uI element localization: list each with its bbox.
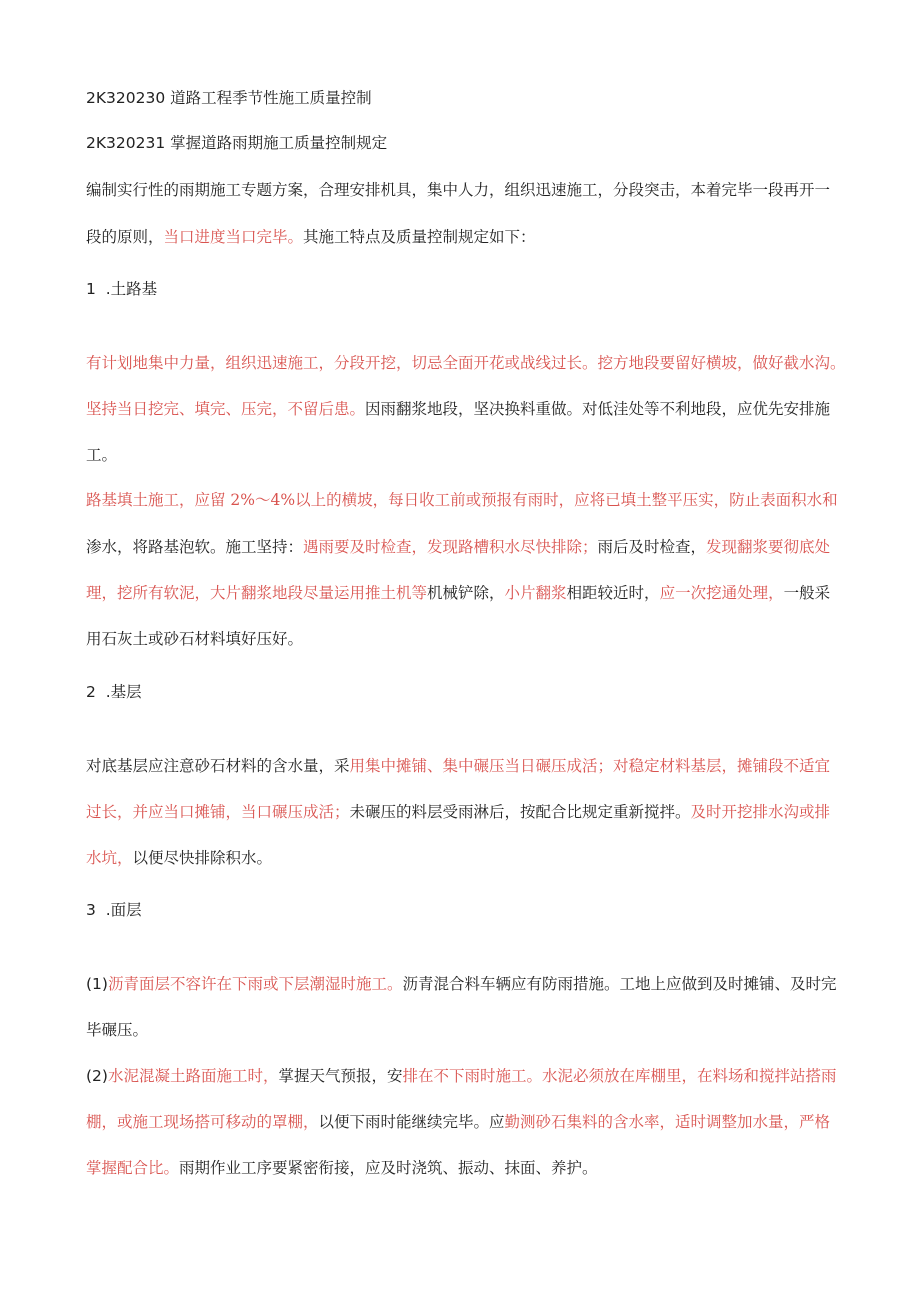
text-run: 以便尽快排除积水。 — [132, 849, 273, 867]
surface-paragraph-line — [86, 1066, 837, 1086]
subgrade-paragraph-line: 工。 — [86, 446, 118, 464]
text-run: 沥青混合料车辆应有防雨措施。工地上应做到及时摊铺、及时完 — [402, 975, 837, 993]
highlight-run: 沥青面层不容许在下雨或下层潮湿时施工。 — [107, 975, 403, 993]
text-run: 对底基层应注意砂石材料的含水量，采 — [86, 757, 350, 775]
surface-paragraph-line — [86, 1112, 830, 1132]
section-heading-base: 2 .基层 — [86, 683, 142, 701]
text-run: 因雨翻浆地段，坚决换料重做。对低洼处等不利地段，应优先安排施 — [365, 400, 831, 418]
base-paragraph-line — [86, 848, 272, 868]
highlight-run: 及时开挖排水沟或排 — [690, 803, 831, 821]
highlight-run: 小片翻浆 — [504, 584, 567, 602]
text-run: 雨后及时检查， — [597, 538, 707, 556]
highlight-run: 发现翻浆要彻底处 — [706, 538, 831, 556]
list-marker: (2) — [86, 1067, 108, 1085]
highlight-run: 用集中摊铺、集中碾压当日碾压成活；对稳定材料基层，摊铺段不适宜 — [349, 757, 831, 775]
highlight-run: 遇雨要及时检查，发现路槽积水尽快排除； — [303, 538, 598, 556]
highlight-run: 水泥混凝土路面施工时， — [107, 1067, 279, 1085]
text-run: 一般采 — [783, 584, 831, 602]
section-heading-subgrade: 1 .土路基 — [86, 280, 158, 298]
highlight-run: 当口进度当口完毕。 — [163, 228, 304, 246]
highlight-run: 勤测砂石集料的含水率，适时调整加水量，严格 — [504, 1113, 831, 1131]
subgrade-paragraph-line — [86, 537, 830, 557]
section-heading-surface: 3 .面层 — [86, 901, 142, 919]
highlight-run: 理，挖所有软泥，大片翻浆地段尽量运用推土机等 — [86, 584, 428, 602]
text-run: 渗水，将路基泡软。施工坚持： — [86, 538, 304, 556]
highlight-run: 坚持当日挖完、填完、压完，不留后患。 — [86, 400, 366, 418]
text-run: 相距较近时， — [566, 584, 660, 602]
highlight-run: 棚，或施工现场搭可移动的罩棚， — [86, 1113, 319, 1131]
list-marker: (1) — [86, 975, 108, 993]
subgrade-paragraph-line: 用石灰土或砂石材料填好压好。 — [86, 630, 304, 648]
text-run: 未碾压的料层受雨淋后，按配合比规定重新搅拌。 — [349, 803, 691, 821]
text-run: 雨期作业工序要紧密衔接，应及时浇筑、振动、抹面、养护。 — [179, 1159, 598, 1177]
text-run: 机械铲除， — [427, 584, 505, 602]
intro-paragraph-line — [86, 227, 536, 247]
surface-paragraph-line: 毕碾压。 — [86, 1021, 149, 1039]
intro-paragraph-line: 编制实行性的雨期施工专题方案，合理安排机具，集中人力，组织迅速施工，分段突击，本着完毕一段再开一 — [86, 181, 831, 199]
text-run: 以便下雨时能继续完毕。应 — [318, 1113, 505, 1131]
highlight-run: 水坑， — [86, 849, 133, 867]
text-run: 掌握天气预报，安 — [278, 1067, 403, 1085]
section-title: 2K320230 道路工程季节性施工质量控制 — [86, 89, 372, 107]
subgrade-paragraph-line: 有计划地集中力量，组织迅速施工，分段开挖，切忌全面开花或战线过长。挖方地段要留好横坡，做好截水沟。 — [86, 354, 846, 372]
highlight-run: 过长，并应当口摊铺，当口碾压成活； — [86, 803, 350, 821]
subgrade-paragraph-line — [86, 583, 830, 603]
text-run: 段的原则， — [86, 228, 164, 246]
base-paragraph-line — [86, 802, 830, 822]
subgrade-paragraph-line: 路基填土施工，应留 2%～4%以上的横坡，每日收工前或预报有雨时，应将已填土整平压实，防止表面积水和 — [86, 491, 838, 509]
subsection-title: 2K320231 掌握道路雨期施工质量控制规定 — [86, 134, 388, 152]
surface-paragraph-line — [86, 974, 837, 994]
text-run: 其施工特点及质量控制规定如下： — [303, 228, 536, 246]
base-paragraph-line — [86, 756, 830, 776]
surface-paragraph-line — [86, 1158, 598, 1178]
subgrade-paragraph-line — [86, 399, 830, 419]
highlight-run: 掌握配合比。 — [86, 1159, 180, 1177]
highlight-run: 排在不下雨时施工。水泥必须放在库棚里，在料场和搅拌站搭雨 — [402, 1067, 837, 1085]
highlight-run: 应一次挖通处理， — [659, 584, 784, 602]
